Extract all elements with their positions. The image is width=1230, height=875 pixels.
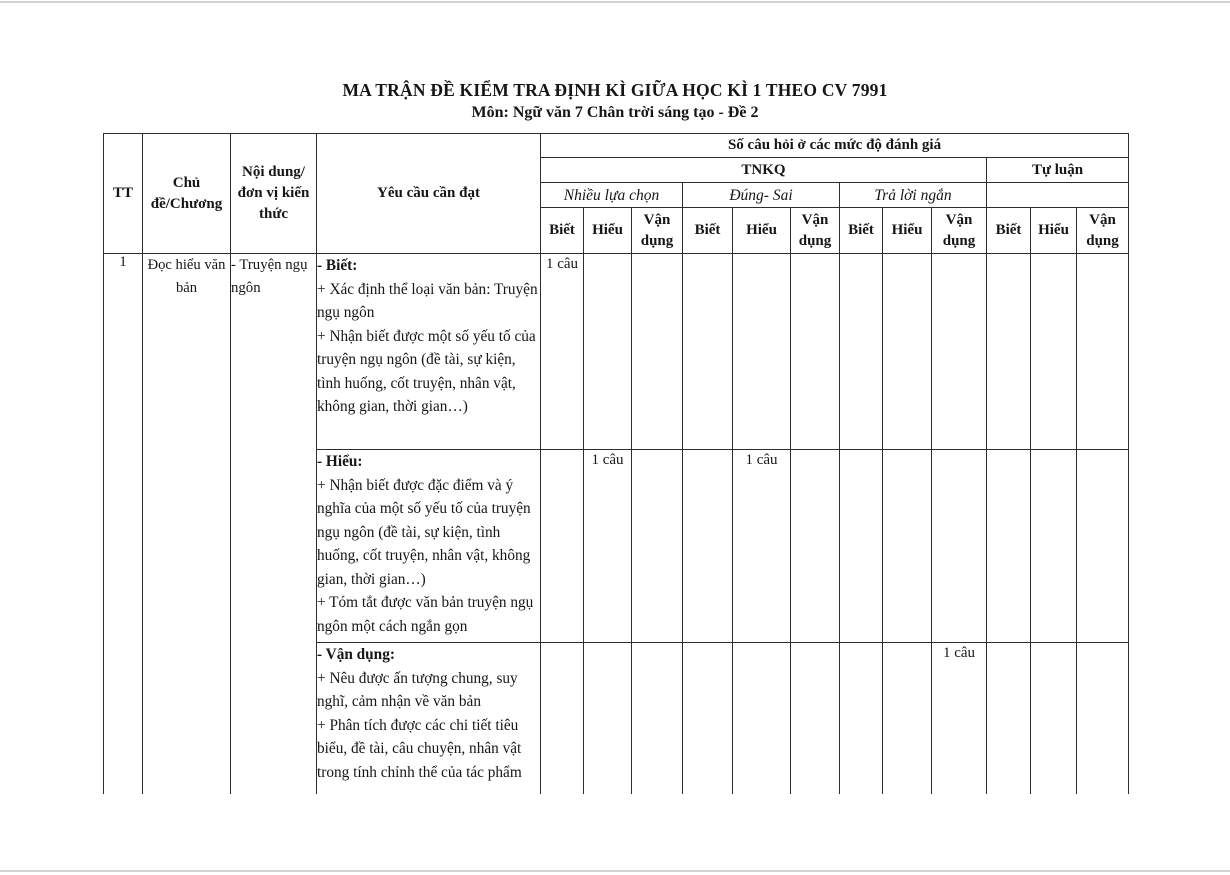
count-cell <box>683 643 733 794</box>
requirement-cell-know <box>317 254 541 450</box>
header-content-unit: Nội dung/đơn vị kiến thức <box>231 134 317 254</box>
page-top-edge <box>0 1 1230 3</box>
header-level-apply: Vận dụng <box>791 208 840 254</box>
header-level-apply: Vận dụng <box>932 208 987 254</box>
header-level-apply: Vận dụng <box>632 208 683 254</box>
requirement-heading: - Vận dụng: <box>317 646 395 663</box>
count-cell <box>584 254 632 450</box>
row-topic: Đọc hiểu văn bản <box>143 254 231 794</box>
count-cell <box>1031 643 1077 794</box>
header-level-know: Biết <box>840 208 883 254</box>
header-level-understand: Hiểu <box>1031 208 1077 254</box>
header-level-understand: Hiểu <box>584 208 632 254</box>
count-cell <box>1031 254 1077 450</box>
header-level-understand: Hiểu <box>733 208 791 254</box>
requirement-item: + Nêu được ấn tượng chung, suy nghĩ, cảm nhận về văn bản <box>317 669 518 710</box>
count-cell <box>791 254 840 450</box>
header-requirement: Yêu cầu cần đạt <box>317 134 541 254</box>
count-cell <box>987 450 1031 643</box>
document-subtitle: Môn: Ngữ văn 7 Chân trời sáng tạo - Đề 2 <box>471 104 759 121</box>
count-cell <box>932 254 987 450</box>
requirement-cell-apply <box>317 643 541 794</box>
header-group-essay-empty <box>987 183 1129 208</box>
count-cell: 1 câu <box>584 450 632 643</box>
count-cell <box>683 450 733 643</box>
row-tt: 1 <box>104 254 143 794</box>
header-level-know: Biết <box>683 208 733 254</box>
header-level-know: Biết <box>987 208 1031 254</box>
count-cell: 1 câu <box>733 450 791 643</box>
count-cell <box>883 643 932 794</box>
count-cell: 1 câu <box>541 254 584 450</box>
exam-matrix-table <box>103 133 1129 794</box>
requirement-item: + Tóm tắt được văn bản truyện ngụ ngôn một cách ngắn gọn <box>317 594 534 635</box>
count-cell <box>541 450 584 643</box>
requirement-cell-understand <box>317 450 541 643</box>
header-tt: TT <box>104 134 143 254</box>
requirement-item: + Xác định thể loại văn bản: Truyện ngụ ngôn <box>317 280 538 321</box>
title-block <box>0 79 1230 124</box>
count-cell <box>1031 450 1077 643</box>
count-cell <box>791 643 840 794</box>
document-title: MA TRẬN ĐỀ KIỂM TRA ĐỊNH KÌ GIỮA HỌC KÌ 1 THEO CV 7991 <box>342 80 888 100</box>
count-cell <box>883 450 932 643</box>
count-cell <box>840 450 883 643</box>
header-topic: Chủ đề/Chương <box>143 134 231 254</box>
count-cell <box>733 643 791 794</box>
header-level-understand: Hiểu <box>883 208 932 254</box>
count-cell <box>584 643 632 794</box>
count-cell <box>683 254 733 450</box>
count-cell <box>1077 254 1129 450</box>
header-group-multiple-choice: Nhiều lựa chọn <box>541 183 683 208</box>
header-group-true-false: Đúng- Sai <box>683 183 840 208</box>
page-bottom-edge <box>0 870 1230 872</box>
count-cell <box>632 643 683 794</box>
count-cell <box>840 254 883 450</box>
requirement-heading: - Hiểu: <box>317 453 363 470</box>
count-cell <box>987 643 1031 794</box>
count-cell <box>883 254 932 450</box>
count-cell <box>632 254 683 450</box>
count-cell <box>541 643 584 794</box>
count-cell <box>632 450 683 643</box>
count-cell <box>1077 643 1129 794</box>
requirement-heading: - Biết: <box>317 257 358 274</box>
header-essay: Tự luận <box>987 158 1129 183</box>
requirement-item: + Phân tích được các chi tiết tiêu biểu, đề tài, câu chuyện, nhân vật trong tính chỉnh thể của tác phẩm <box>317 716 522 781</box>
header-level-know: Biết <box>541 208 584 254</box>
header-levels-title: Số câu hỏi ở các mức độ đánh giá <box>541 134 1129 158</box>
count-cell: 1 câu <box>932 643 987 794</box>
count-cell <box>840 643 883 794</box>
count-cell <box>733 254 791 450</box>
count-cell <box>987 254 1031 450</box>
header-group-short-answer: Trả lời ngắn <box>840 183 987 208</box>
header-level-apply: Vận dụng <box>1077 208 1129 254</box>
count-cell <box>932 450 987 643</box>
header-tnkq: TNKQ <box>541 158 987 183</box>
requirement-item: + Nhận biết được một số yếu tố của truyện ngụ ngôn (đề tài, sự kiện, tình huống, cốt truyện, nhân vật, không gian, thời gian…) <box>317 327 536 415</box>
count-cell <box>791 450 840 643</box>
requirement-item: + Nhận biết được đặc điểm và ý nghĩa của một số yếu tố của truyện ngụ ngôn (đề tài, sự kiện, tình huống, cốt truyện, nhân vật, không gian, thời gian…) <box>317 476 531 588</box>
count-cell <box>1077 450 1129 643</box>
row-content-unit: - Truyện ngụ ngôn <box>231 254 317 794</box>
